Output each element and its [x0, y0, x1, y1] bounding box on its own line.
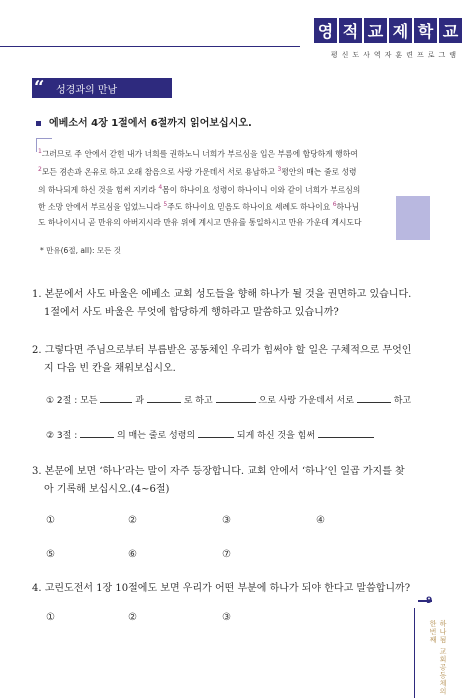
- brand-char: 교: [439, 18, 462, 43]
- quote-icon: “: [34, 77, 45, 98]
- question-1: [32, 286, 411, 322]
- question-3: [32, 463, 405, 499]
- scripture-passage: [38, 144, 412, 230]
- answer-option[interactable]: ⑤: [46, 549, 55, 560]
- scripture-corner-decoration: [36, 138, 52, 139]
- answer-option[interactable]: ②: [128, 515, 137, 526]
- question-text: 4. 고린도전서 1장 10절에도 보면 우리가 어떤 부분에 하나가 되야 한다고 말씀합니까?: [32, 583, 411, 594]
- question-2: [32, 342, 411, 378]
- fill-label: ② 3절 :: [46, 431, 78, 441]
- question-text: 3. 본문에 보면 ‘하나’라는 말이 자주 등장합니다. 교회 안에서 ‘하나’인 일곱 가지를 찾: [32, 466, 405, 477]
- fill-label: 되게 하신 것을 힘써: [236, 431, 316, 441]
- verse-text: 모든 겸손과 온유로 하고 오래 참음으로 사랑 가운데서 서로 용납하고: [41, 167, 278, 177]
- question-4: [32, 580, 410, 598]
- answer-option[interactable]: ④: [316, 515, 325, 526]
- fill-in-row-1: [46, 393, 411, 406]
- verse-number: 3: [277, 165, 282, 173]
- verse-text: 평안의 매는 줄로 성령: [281, 167, 357, 177]
- square-bullet-icon: [36, 121, 41, 126]
- reading-instruction: [36, 114, 252, 129]
- page-number: 9: [426, 596, 433, 606]
- verse-text: 그러므로 주 안에서 갇힌 내가 너희를 권하노니 너희가 부르심을 입은 부름에 합당하게 행하여: [41, 149, 358, 159]
- question-text: 1절에서 사도 바울은 무엇에 합당하게 행하라고 말씀하고 있습니까?: [44, 307, 339, 318]
- answer-blank[interactable]: [147, 393, 181, 403]
- verse-number: 5: [163, 201, 168, 209]
- fill-label: ① 2절 : 모든: [46, 396, 98, 406]
- answer-blank[interactable]: [80, 428, 114, 438]
- instruction-text: 에베소서 4장 1절에서 6절까지 읽어보십시오.: [49, 118, 252, 129]
- brand-char: 영: [314, 18, 337, 43]
- verse-text: 몸이 하나이요 성령이 하나이니 이와 같이 너희가 부르심의: [162, 185, 361, 195]
- scripture-line: [38, 215, 412, 230]
- scripture-line: [38, 144, 412, 162]
- brand-char: 교: [364, 18, 387, 43]
- verse-text: 하나님: [336, 202, 360, 212]
- answer-blank[interactable]: [357, 393, 391, 403]
- fill-in-row-2: [46, 428, 374, 441]
- question-text: 아 기록해 보십시오.(4~6절): [44, 484, 170, 495]
- answer-option[interactable]: ③: [222, 612, 231, 623]
- answer-option[interactable]: ⑦: [222, 549, 231, 560]
- answer-blank[interactable]: [318, 428, 374, 438]
- verse-text: 의 하나되게 하신 것을 힘써 지키라: [38, 185, 159, 195]
- fill-label: 의 매는 줄로 성령의: [117, 431, 196, 441]
- side-chapter-text: 하나됨 교회공동체의 한번째: [429, 620, 447, 696]
- verse-text: 주도 하나이요 믿음도 하나이요 세례도 하나이요: [167, 202, 333, 212]
- answer-option[interactable]: ①: [46, 515, 55, 526]
- fill-label: 하고: [393, 396, 412, 406]
- brand-char: 제: [389, 18, 412, 43]
- verse-number: 6: [332, 201, 337, 209]
- scripture-corner-decoration: [36, 138, 37, 152]
- question-text: 지 다음 빈 칸을 채워보십시오.: [44, 363, 176, 374]
- verse-text: 한 소망 안에서 부르심을 입었느니라: [38, 202, 164, 212]
- answer-option[interactable]: ③: [222, 515, 231, 526]
- answer-blank[interactable]: [198, 428, 234, 438]
- brand-char: 학: [414, 18, 437, 43]
- answer-option[interactable]: ②: [128, 612, 137, 623]
- scripture-line: [38, 162, 412, 180]
- brand-char: 적: [339, 18, 362, 43]
- footnote: * 만유(6절, all): 모든 것: [40, 246, 122, 255]
- verse-number: 1: [38, 148, 42, 155]
- verse-number: 2: [38, 165, 42, 173]
- scripture-line: [38, 197, 412, 215]
- verse-text: 도 하나이시니 곧 만유의 아버지시라 만유 위에 계시고 만유를 통일하시고 만유 가운데 계시도다: [38, 218, 362, 228]
- answer-option[interactable]: ⑥: [128, 549, 137, 560]
- answer-option[interactable]: ①: [46, 612, 55, 623]
- fill-label: 과: [135, 396, 144, 406]
- section-title: 성경과의 만남: [56, 84, 118, 96]
- brand-logo: [314, 18, 462, 43]
- verse-number: 4: [158, 183, 163, 191]
- side-rule: [414, 608, 415, 698]
- answer-blank[interactable]: [216, 393, 256, 403]
- header-subtitle: 평신도사역자훈련프로그램: [330, 51, 460, 59]
- answer-blank[interactable]: [100, 393, 132, 403]
- scripture-line: [38, 180, 412, 198]
- section-title-bar: [32, 78, 172, 98]
- header-rule: [0, 46, 300, 47]
- question-text: 1. 본문에서 사도 바울은 에베소 교회 성도들을 향해 하나가 될 것을 권면하고 있습니다.: [32, 289, 412, 300]
- fill-label: 으로 사랑 가운데서 서로: [258, 396, 354, 406]
- question-text: 2. 그렇다면 주님으로부터 부름받은 공동체인 우리가 힘써야 할 일은 구체적으로 무엇인: [32, 345, 412, 356]
- fill-label: 로 하고: [183, 396, 213, 406]
